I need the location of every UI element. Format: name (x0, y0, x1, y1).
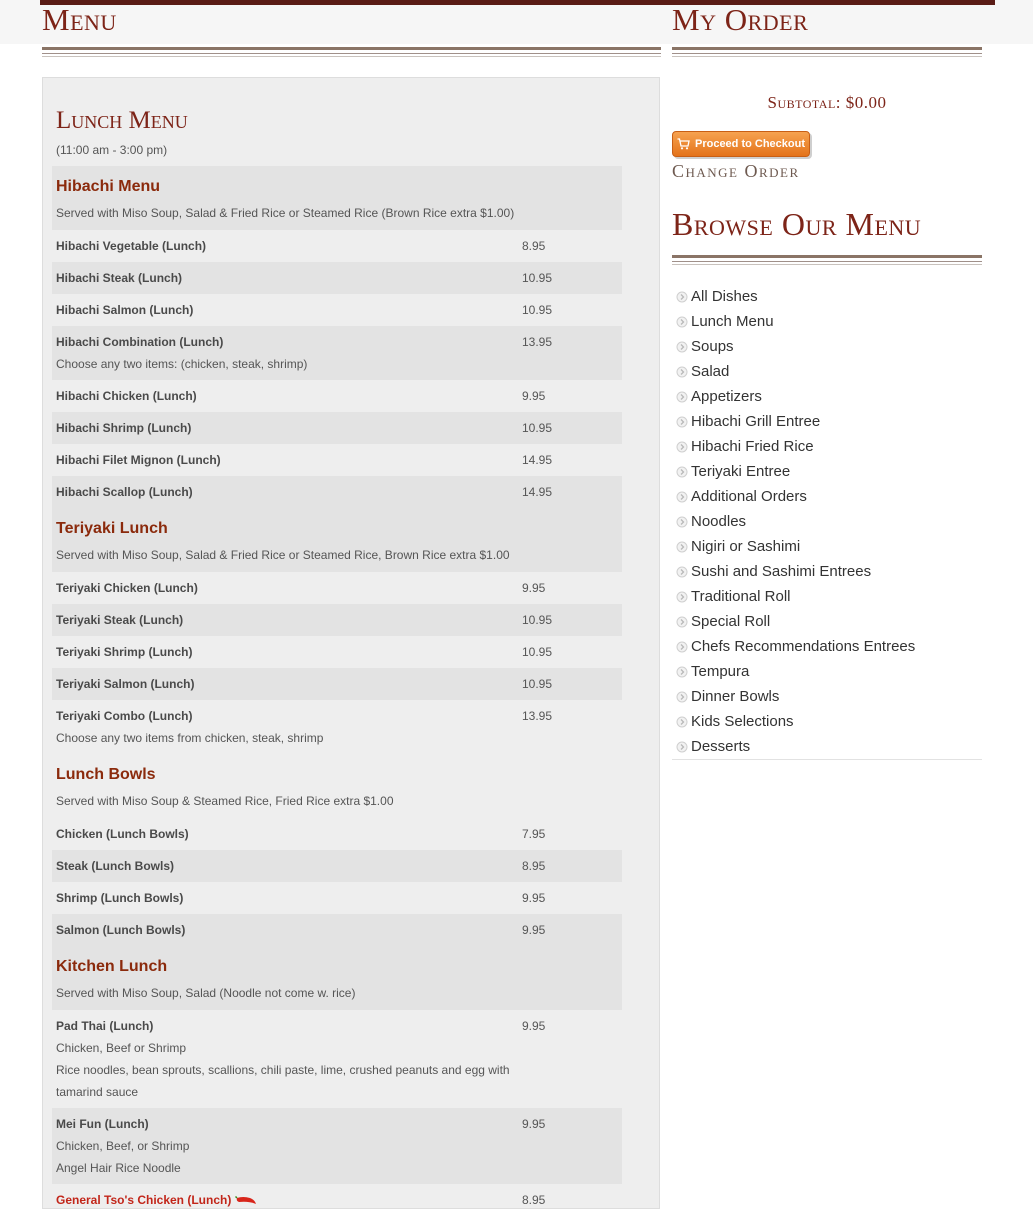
browse-category-item[interactable] (672, 509, 982, 534)
chevron-right-icon (672, 366, 691, 378)
menu-item-row[interactable] (52, 1010, 622, 1108)
menu-item-info (52, 267, 522, 289)
checkout-label: Proceed to Checkout (694, 138, 806, 150)
menu-item-name[interactable] (56, 641, 522, 663)
menu-item-name-text: Teriyaki Shrimp (Lunch) (56, 645, 193, 659)
menu-item-description: Choose any two items: (chicken, steak, shrimp) (56, 357, 308, 371)
menu-item-row[interactable] (52, 412, 622, 444)
menu-item-row[interactable] (52, 700, 622, 754)
top-bar (40, 0, 995, 5)
menu-item-name[interactable] (56, 299, 522, 321)
menu-item-info (52, 235, 522, 257)
menu-item-price: 9.95 (522, 1019, 546, 1033)
menu-item-info (52, 1015, 522, 1103)
browse-category-item[interactable] (672, 284, 982, 309)
chevron-right-icon (672, 741, 691, 753)
menu-item-description: Angel Hair Rice Noodle (56, 1161, 181, 1175)
menu-item-info (52, 609, 522, 631)
change-order-link[interactable]: Change Order (672, 161, 800, 181)
menu-item-info (52, 481, 522, 503)
section-title: Kitchen Lunch (56, 958, 168, 975)
chevron-right-icon (672, 591, 691, 603)
browse-category-item[interactable] (672, 384, 982, 409)
menu-item-price: 8.95 (522, 1193, 546, 1207)
menu-item-row[interactable] (52, 572, 622, 604)
browse-heading-thin-rule (672, 264, 982, 265)
menu-item-name[interactable] (56, 417, 522, 439)
chevron-right-icon (672, 441, 691, 453)
section-description: Served with Miso Soup & Steamed Rice, Fried Rice extra $1.00 (56, 794, 394, 808)
menu-item-info (52, 887, 522, 909)
menu-item-price: 14.95 (522, 485, 553, 499)
chevron-right-icon (672, 666, 691, 678)
browse-category-item[interactable] (672, 359, 982, 384)
subtotal: Subtotal: $0.00 (767, 93, 887, 112)
menu-item-name[interactable] (56, 1189, 522, 1212)
menu-item-name[interactable] (56, 887, 522, 909)
menu-item-name-text: Teriyaki Chicken (Lunch) (56, 581, 198, 595)
menu-section-header (52, 508, 622, 572)
menu-item-row[interactable] (52, 262, 622, 294)
browse-category-item[interactable] (672, 734, 982, 759)
menu-item-name[interactable] (56, 267, 522, 289)
cart-icon (677, 138, 690, 150)
menu-item-price: 9.95 (522, 389, 546, 403)
menu-item-name[interactable] (56, 1015, 522, 1037)
menu-item-name-text: Teriyaki Salmon (Lunch) (56, 677, 195, 691)
menu-item-info (52, 823, 522, 845)
browse-category-item[interactable] (672, 409, 982, 434)
menu-item-price: 10.95 (522, 613, 553, 627)
chevron-right-icon (672, 316, 691, 328)
menu-item-description: Rice noodles, bean sprouts, scallions, chili paste, lime, crushed peanuts and egg with tamarind sauce (56, 1063, 510, 1099)
menu-item-name[interactable] (56, 1113, 522, 1135)
chevron-right-icon (672, 391, 691, 403)
browse-category-label: Hibachi Grill Entree (691, 413, 821, 430)
menu-item-row[interactable] (52, 604, 622, 636)
menu-item-info (52, 855, 522, 877)
section-description: Served with Miso Soup, Salad (Noodle not come w. rice) (56, 986, 356, 1000)
menu-item-price: 9.95 (522, 891, 546, 905)
menu-item-info (52, 299, 522, 321)
menu-item-name-text: Hibachi Salmon (Lunch) (56, 303, 194, 317)
browse-category-item[interactable] (672, 309, 982, 334)
menu-heading: Menu (42, 2, 117, 37)
chevron-right-icon (672, 716, 691, 728)
menu-item-row[interactable] (52, 1108, 622, 1184)
menu-item-name[interactable] (56, 577, 522, 599)
menu-item-info (52, 449, 522, 471)
menu-item-row[interactable] (52, 1184, 622, 1217)
menu-item-info (52, 417, 522, 439)
menu-item-price: 10.95 (522, 303, 553, 317)
menu-item-name-text: Hibachi Scallop (Lunch) (56, 485, 193, 499)
chevron-right-icon (672, 691, 691, 703)
menu-item-name-text: Shrimp (Lunch Bowls) (56, 891, 184, 905)
browse-category-item[interactable] (672, 684, 982, 709)
menu-item-info (52, 641, 522, 663)
order-heading-thin-rule (672, 56, 982, 57)
menu-item-row[interactable] (52, 818, 622, 850)
browse-category-item[interactable] (672, 659, 982, 684)
menu-item-info (52, 577, 522, 599)
menu-heading-rule (42, 47, 661, 54)
menu-item-name-text: Hibachi Shrimp (Lunch) (56, 421, 192, 435)
browse-category-label: Dinner Bowls (691, 688, 780, 705)
menu-item-name[interactable] (56, 481, 522, 503)
menu-item-name-text: Hibachi Chicken (Lunch) (56, 389, 197, 403)
menu-item-description: Chicken, Beef, or Shrimp (56, 1139, 190, 1153)
section-title: Hibachi Menu (56, 178, 161, 195)
menu-section-header (52, 166, 622, 230)
menu-item-row[interactable] (52, 668, 622, 700)
chevron-right-icon (672, 516, 691, 528)
browse-category-label: Traditional Roll (691, 588, 791, 605)
browse-category-item[interactable] (672, 534, 982, 559)
browse-category-label: Salad (691, 363, 730, 380)
browse-category-item[interactable] (672, 484, 982, 509)
menu-item-price: 10.95 (522, 271, 553, 285)
menu-item-row[interactable] (52, 444, 622, 476)
menu-item-price: 8.95 (522, 859, 546, 873)
menu-item-row[interactable] (52, 476, 622, 508)
browse-category-item[interactable] (672, 334, 982, 359)
menu-item-name-text: Mei Fun (Lunch) (56, 1117, 149, 1131)
menu-item-info (52, 919, 522, 941)
browse-category-label: Hibachi Fried Rice (691, 438, 814, 455)
browse-category-label: Teriyaki Entree (691, 463, 791, 480)
menu-section-header (52, 946, 622, 1010)
menu-item-price: 13.95 (522, 709, 553, 723)
menu-item-name[interactable] (56, 609, 522, 631)
order-heading-rule (672, 47, 982, 54)
browse-category-label: Sushi and Sashimi Entrees (691, 563, 872, 580)
menu-item-price: 7.95 (522, 827, 546, 841)
browse-category-label: Additional Orders (691, 488, 807, 505)
section-title: Teriyaki Lunch (56, 520, 168, 537)
browse-heading-rule (672, 255, 982, 262)
proceed-to-checkout-button[interactable] (672, 131, 810, 157)
menu-item-name[interactable] (56, 449, 522, 471)
chevron-right-icon (672, 641, 691, 653)
menu-item-price: 10.95 (522, 421, 553, 435)
menu-item-name[interactable] (56, 673, 522, 695)
browse-category-item[interactable] (672, 709, 982, 734)
menu-item-row[interactable] (52, 326, 622, 380)
lunch-hours: (11:00 am - 3:00 pm) (56, 143, 168, 157)
chevron-right-icon (672, 541, 691, 553)
menu-item-price: 10.95 (522, 677, 553, 691)
menu-item-description: Chicken, Beef or Shrimp (56, 1041, 187, 1055)
menu-item-info (52, 1189, 522, 1212)
browse-category-label: Lunch Menu (691, 313, 774, 330)
menu-item-price: 9.95 (522, 1117, 546, 1131)
browse-category-item[interactable] (672, 434, 982, 459)
menu-item-row[interactable] (52, 294, 622, 326)
menu-panel (42, 77, 660, 1209)
menu-item-name-text: Teriyaki Combo (Lunch) (56, 709, 193, 723)
menu-item-row[interactable] (52, 850, 622, 882)
menu-item-info (52, 331, 522, 375)
browse-category-item[interactable] (672, 634, 982, 659)
menu-item-row[interactable] (52, 636, 622, 668)
chevron-right-icon (672, 566, 691, 578)
menu-item-name-text: Pad Thai (Lunch) (56, 1019, 154, 1033)
chevron-right-icon (672, 616, 691, 628)
browse-category-list (672, 284, 982, 759)
menu-item-name[interactable] (56, 385, 522, 407)
header-background (0, 0, 1033, 44)
section-title: Lunch Bowls (56, 766, 156, 783)
browse-category-item[interactable] (672, 559, 982, 584)
menu-item-name-text: General Tso's Chicken (Lunch) (56, 1193, 232, 1207)
menu-item-name-text: Hibachi Filet Mignon (Lunch) (56, 453, 221, 467)
section-description: Served with Miso Soup, Salad & Fried Rice or Steamed Rice (Brown Rice extra $1.00) (56, 206, 515, 220)
browse-category-item[interactable] (672, 459, 982, 484)
menu-item-info (52, 705, 522, 749)
browse-category-label: Noodles (691, 513, 747, 530)
menu-item-name-text: Teriyaki Steak (Lunch) (56, 613, 184, 627)
menu-item-name[interactable] (56, 855, 522, 877)
lunch-menu-title: Lunch Menu (56, 107, 188, 134)
menu-item-name-text: Hibachi Steak (Lunch) (56, 271, 183, 285)
menu-section-header (52, 754, 622, 818)
menu-item-price: 9.95 (522, 923, 546, 937)
menu-item-info (52, 1113, 522, 1179)
menu-panel-inner (52, 78, 622, 1217)
menu-item-name[interactable] (56, 919, 522, 941)
menu-item-name-text: Hibachi Vegetable (Lunch) (56, 239, 207, 253)
browse-category-label: Kids Selections (691, 713, 794, 730)
menu-item-row[interactable] (52, 380, 622, 412)
browse-menu-heading: Browse Our Menu (672, 206, 922, 242)
spicy-pepper-icon (235, 1190, 257, 1212)
browse-category-item[interactable] (672, 584, 982, 609)
menu-item-row[interactable] (52, 882, 622, 914)
menu-item-price: 10.95 (522, 645, 553, 659)
menu-item-price: 14.95 (522, 453, 553, 467)
menu-heading-thin-rule (42, 56, 661, 57)
menu-item-price: 13.95 (522, 335, 553, 349)
menu-item-name-text: Hibachi Combination (Lunch) (56, 335, 224, 349)
browse-category-label: Chefs Recommendations Entrees (691, 638, 916, 655)
menu-item-name[interactable] (56, 235, 522, 257)
menu-item-description: Choose any two items from chicken, steak, shrimp (56, 731, 324, 745)
menu-item-row[interactable] (52, 914, 622, 946)
menu-item-name[interactable] (56, 823, 522, 845)
browse-category-label: All Dishes (691, 288, 758, 305)
menu-item-info (52, 385, 522, 407)
menu-item-price: 9.95 (522, 581, 546, 595)
browse-category-label: Soups (691, 338, 734, 355)
browse-category-item[interactable] (672, 609, 982, 634)
browse-list-bottom-rule (672, 759, 982, 760)
menu-item-price: 8.95 (522, 239, 546, 253)
menu-item-name-text: Salmon (Lunch Bowls) (56, 923, 186, 937)
chevron-right-icon (672, 341, 691, 353)
my-order-heading: My Order (672, 2, 809, 37)
browse-category-label: Appetizers (691, 388, 762, 405)
browse-category-label: Nigiri or Sashimi (691, 538, 801, 555)
browse-category-label: Tempura (691, 663, 750, 680)
chevron-right-icon (672, 491, 691, 503)
section-description: Served with Miso Soup, Salad & Fried Rice or Steamed Rice, Brown Rice extra $1.00 (56, 548, 510, 562)
menu-item-name[interactable] (56, 705, 522, 727)
chevron-right-icon (672, 291, 691, 303)
chevron-right-icon (672, 466, 691, 478)
menu-item-name[interactable] (56, 331, 522, 353)
menu-items (52, 166, 622, 1217)
menu-item-info (52, 673, 522, 695)
menu-item-name-text: Chicken (Lunch Bowls) (56, 827, 189, 841)
browse-category-label: Special Roll (691, 613, 771, 630)
browse-category-label: Desserts (691, 738, 751, 755)
menu-item-row[interactable] (52, 230, 622, 262)
menu-item-name-text: Steak (Lunch Bowls) (56, 859, 175, 873)
chevron-right-icon (672, 416, 691, 428)
